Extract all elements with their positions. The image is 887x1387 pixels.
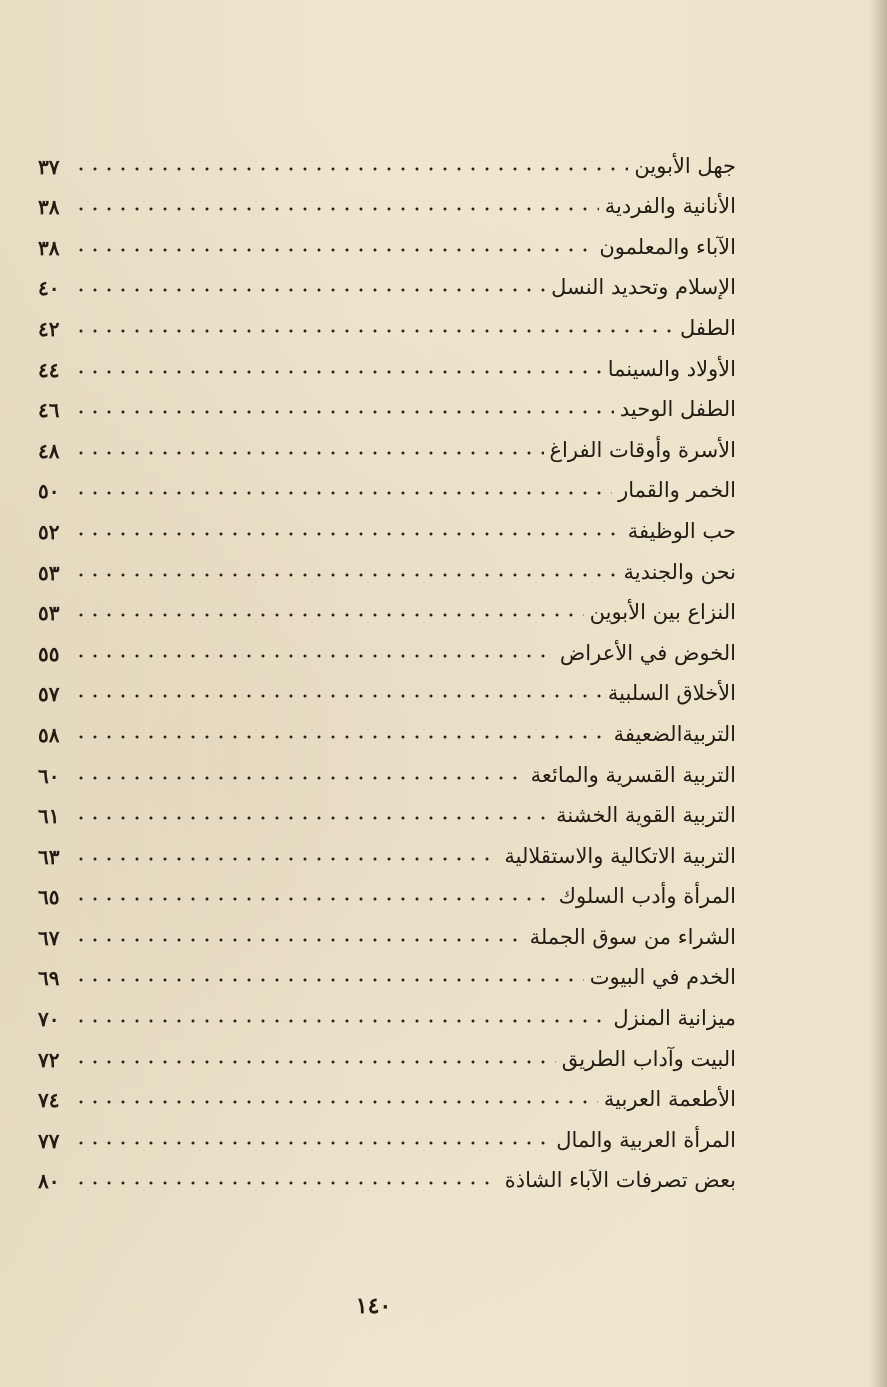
dot-leader (74, 167, 628, 171)
toc-entry-title: المرأة العربية والمال (556, 1127, 736, 1152)
toc-entry (38, 1073, 736, 1114)
toc-entry (38, 1154, 736, 1195)
toc-entry-page: ٦٣ (38, 844, 60, 869)
toc-entry (38, 789, 736, 830)
dot-leader (74, 1141, 550, 1145)
dot-leader (74, 573, 618, 577)
dot-leader (74, 654, 554, 658)
toc-entry-title: التربية القسرية والمائعة (530, 762, 736, 787)
toc-entry (38, 991, 736, 1032)
toc-entry-title: الأسرة وأوقات الفراغ (549, 437, 736, 462)
toc-entry-title: الأطعمة العربية (603, 1087, 736, 1112)
toc-entry-page: ٨٠ (38, 1169, 60, 1194)
toc-entry-title: المرأة وأدب السلوك (558, 884, 736, 909)
toc-entry-page: ٤٠ (38, 276, 60, 301)
toc-entry-page: ٥٢ (38, 519, 60, 544)
toc-entry-page: ٧٤ (38, 1088, 60, 1113)
dot-leader (74, 816, 550, 820)
toc-entry-page: ٥٠ (38, 479, 60, 504)
toc-entry-page: ٥٣ (38, 560, 60, 585)
toc-entry-page: ٦٠ (38, 763, 60, 788)
toc-entry-title: الأنانية والفردية (604, 194, 736, 219)
dot-leader (74, 532, 622, 536)
dot-leader (74, 1181, 499, 1185)
toc-entry-page: ٤٨ (38, 438, 60, 463)
toc-entry (38, 667, 736, 708)
dot-leader (74, 1019, 607, 1023)
toc-entry (38, 829, 736, 870)
dot-leader (74, 491, 612, 495)
dot-leader (74, 207, 599, 211)
toc-entry-page: ٣٨ (38, 195, 60, 220)
toc-entry-page: ٥٨ (38, 722, 60, 747)
dot-leader (74, 938, 524, 942)
toc-entry-page: ٣٨ (38, 235, 60, 260)
toc-entry-page: ٤٢ (38, 316, 60, 341)
toc-entry-page: ٦٧ (38, 925, 60, 950)
toc-entry-title: الأخلاق السلبية (607, 681, 736, 706)
toc-entry-page: ٦٩ (38, 966, 60, 991)
toc-entry-title: التربية الاتكالية والاستقلالية (504, 843, 736, 868)
toc-entry-title: حب الوظيفة (627, 518, 736, 543)
toc-entry-page: ٣٧ (38, 154, 60, 179)
toc-entry (38, 1113, 736, 1154)
toc-entry-title: التربيةالضعيفة (613, 721, 736, 746)
dot-leader (74, 613, 584, 617)
toc-entry-title: النزاع بين الأبوين (589, 600, 736, 625)
toc-entry (38, 342, 736, 383)
toc-entry-page: ٥٣ (38, 601, 60, 626)
dot-leader (74, 1060, 556, 1064)
toc-entry (38, 261, 736, 302)
toc-entry-page: ٧٧ (38, 1128, 60, 1153)
toc-entry-page: ٤٤ (38, 357, 60, 382)
dot-leader (74, 370, 602, 374)
toc-entry-title: الطفل الوحيد (619, 397, 736, 422)
toc-entry-title: الخدم في البيوت (589, 965, 736, 990)
toc-entry-page: ٦١ (38, 804, 60, 829)
dot-leader (74, 1100, 598, 1104)
toc-entry-page: ٧٠ (38, 1007, 60, 1032)
toc-entry (38, 504, 736, 545)
toc-entry (38, 301, 736, 342)
toc-entry-title: التربية القوية الخشنة (556, 803, 736, 828)
dot-leader (74, 248, 593, 252)
toc-entry (38, 870, 736, 911)
toc-entry (38, 464, 736, 505)
dot-leader (74, 410, 614, 414)
toc-entry-title: الخمر والقمار (618, 478, 736, 503)
toc-entry (38, 626, 736, 667)
page-number: ١٤٠ (355, 1293, 392, 1319)
toc-entry (38, 383, 736, 424)
dot-leader (74, 288, 545, 292)
toc-entry (38, 586, 736, 627)
toc-entry (38, 1032, 736, 1073)
table-of-contents (38, 139, 736, 1194)
dot-leader (74, 978, 584, 982)
dot-leader (74, 451, 544, 455)
toc-entry (38, 951, 736, 992)
toc-entry (38, 910, 736, 951)
dot-leader (74, 735, 608, 739)
toc-entry (38, 545, 736, 586)
toc-entry (38, 707, 736, 748)
toc-entry-title: الخوض في الأعراض (559, 640, 736, 665)
dot-leader (74, 694, 602, 698)
toc-entry-title: الإسلام وتحديد النسل (551, 275, 736, 300)
toc-entry-title: ميزانية المنزل (613, 1006, 736, 1031)
toc-entry (38, 423, 736, 464)
toc-entry-page: ٥٥ (38, 641, 60, 666)
dot-leader (74, 776, 525, 780)
toc-entry-page: ٧٢ (38, 1047, 60, 1072)
toc-entry-page: ٤٦ (38, 398, 60, 423)
toc-entry-title: جهل الأبوين (634, 153, 736, 178)
toc-entry-page: ٥٧ (38, 682, 60, 707)
toc-entry (38, 748, 736, 789)
toc-entry-title: الآباء والمعلمون (599, 234, 736, 259)
toc-entry-page: ٦٥ (38, 885, 60, 910)
toc-entry (38, 139, 736, 180)
toc-entry-title: الأولاد والسينما (607, 356, 736, 381)
toc-entry-title: نحن والجندية (623, 559, 736, 584)
toc-entry (38, 220, 736, 261)
dot-leader (74, 857, 498, 861)
toc-entry-title: الشراء من سوق الجملة (529, 924, 736, 949)
toc-entry-title: الطفل (680, 315, 736, 340)
dot-leader (74, 897, 553, 901)
toc-entry (38, 180, 736, 221)
toc-entry-title: البيت وآداب الطريق (561, 1046, 736, 1071)
toc-entry-title: بعض تصرفات الآباء الشاذة (504, 1168, 736, 1193)
dot-leader (74, 329, 674, 333)
